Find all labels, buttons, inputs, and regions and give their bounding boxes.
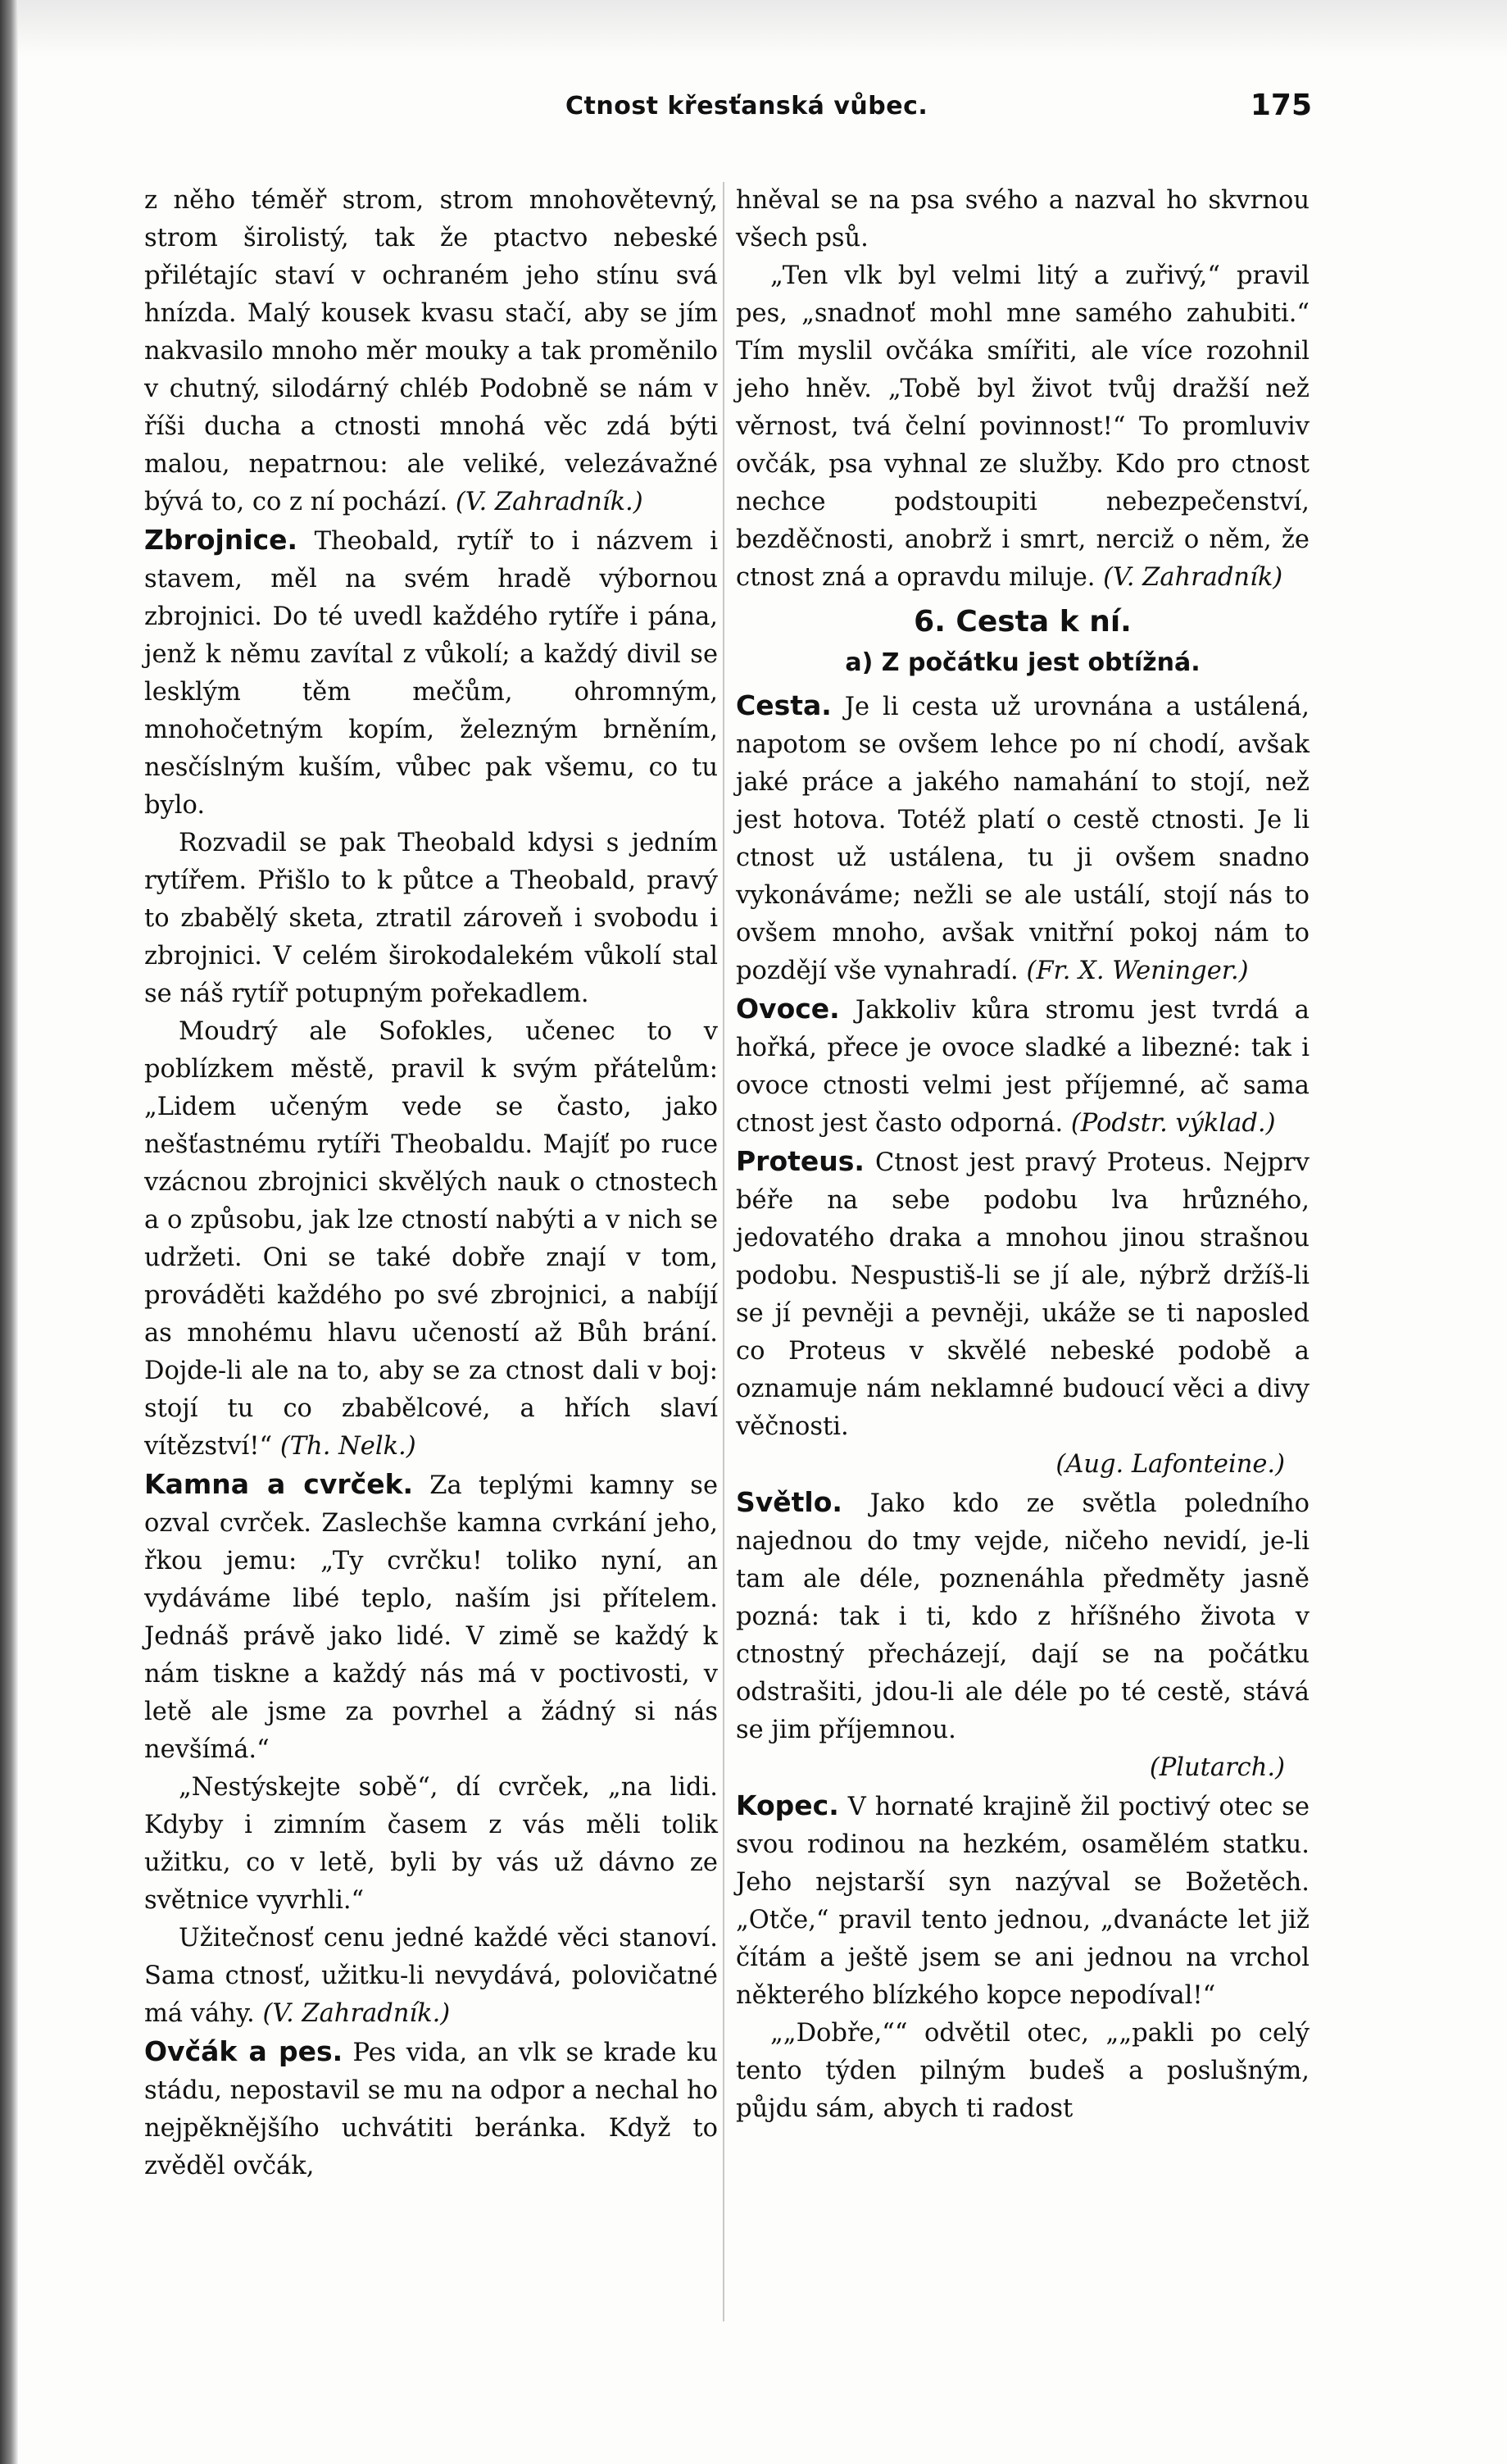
entry-keyword: Ovčák a pes. (144, 2035, 343, 2067)
source-citation: (V. Zahradník.) (262, 1999, 451, 2028)
paragraph: Zbrojnice. Theobald, rytíř to i názvem i stavem, měl na svém hradě výbornou zbrojnici. Do té uvedl každého rytíře i pána, jenž k němu zavítal z vůkolí; a každý divil se lesklým těm mečům, ohromným, mnohočetným kopím, železným brněním, nesčíslným kuším, vůbec pak všemu, co tu bylo. (144, 524, 718, 820)
paragraph: „Ten vlk byl velmi litý a zuřivý,“ pravil pes, „snadnoť mohl mne samého zahubiti.“ Tím myslil ovčáka smířiti, ale více rozohnil jeho hněv. „Tobě byl život tvůj dražší než věrnost, tvá čelní povinnost!“ To promluviv ovčák, psa vyhnal ze služby. Kdo pro ctnost nechce podstoupiti nebezpečenství, bezděčnosti, anobrž i smrt, nerciž o něm, že ctnost zná a opravdu miluje. (V. Zahradník) (736, 261, 1310, 592)
entry-keyword: Zbrojnice. (144, 524, 298, 556)
paragraph: z něho téměř strom, strom mnohovětevný, strom širolistý, tak že ptactvo nebeské přilétajíc staví v ochraném jeho stínu svá hnízda. Malý kousek kvasu stačí, aby se jím nakvasilo mnoho měr mouky a tak proměnilo v chutný, silodárný chléb Podobně se nám v říši ducha a ctnosti mnohá věc zdá býti malou, nepatrnou: ale veliké, velezávažné bývá to, co z ní pochází. (V. Zahradník.) (144, 186, 718, 516)
paragraph: Užitečnosť cenu jedné každé věci stanoví. Sama ctnosť, užitku-li nevydává, polovičatné má váhy. (V. Zahradník.) (144, 1924, 718, 2028)
running-title: Ctnost křesťanská vůbec. (565, 92, 928, 120)
page-number: 175 (1250, 89, 1312, 122)
paragraph: hněval se na psa svého a nazval ho skvrnou všech psů. (736, 186, 1310, 252)
paragraph: Kopec. V hornaté krajině žil poctivý otec se svou rodinou na hezkém, osamělém statku. Jeho nejstarší syn nazýval se Božetěch. „Otče,“ pravil tento jednou, „dvanácte let již čítám a ještě jsem se ani jednou na vrchol některého blízkého kopce nepodíval!“ (736, 1789, 1310, 2010)
entry-keyword: Cesta. (736, 689, 832, 721)
source-citation: (Aug. Lafonteine.) (1055, 1450, 1285, 1479)
source-citation: (Podstr. výklad.) (1070, 1109, 1276, 1138)
scan-shadow-top (0, 0, 1507, 57)
source-citation: (Plutarch.) (1149, 1753, 1285, 1782)
source-citation: (V. Zahradník.) (455, 488, 643, 516)
column-divider (723, 182, 724, 2321)
paragraph: „„Dobře,““ odvětil otec, „„pakli po celý tento týden pilným budeš a poslušným, půjdu sám, abych ti radost (736, 2019, 1310, 2123)
paragraph: Rozvadil se pak Theobald kdysi s jedním rytířem. Přišlo to k půtce a Theobald, pravý to zbabělý sketa, ztratil zároveň i svobodu i zbrojnici. V celém širokodalekém vůkolí stal se náš rytíř potupným pořekadlem. (144, 829, 718, 1008)
entry-keyword: Ovoce. (736, 993, 840, 1025)
source-citation: (V. Zahradník) (1103, 563, 1283, 592)
left-column (144, 182, 718, 2185)
entry-keyword: Kamna a cvrček. (144, 1468, 414, 1500)
entry-keyword: Kopec. (736, 1789, 839, 1821)
paragraph: „Nestýskejte sobě“, dí cvrček, „na lidi. Kdyby i zimním časem z vás měli tolik užitku, co v letě, byli by vás už dávno ze světnice vyvrhli.“ (144, 1773, 718, 1915)
entry-keyword: Světlo. (736, 1486, 842, 1518)
entry-keyword: Proteus. (736, 1145, 865, 1177)
source-citation: (Fr. X. Weninger.) (1026, 957, 1249, 985)
paragraph: Kamna a cvrček. Za teplými kamny se ozval cvrček. Zaslechše kamna cvrkání jeho, řkou jemu: „Ty cvrčku! toliko nyní, an vydáváme libé teplo, naším jsi přítelem. Jednáš právě jako lidé. V zimě se každý k nám tiskne a každý nás má v poctivosti, v letě ale jsme za povrhel a žádný si nás nevšímá.“ (144, 1468, 718, 1764)
scan-binding-edge (0, 0, 18, 2464)
sub-heading: a) Z počátku jest obtížná. (845, 648, 1201, 677)
paragraph: Ovoce. Jakkoliv kůra stromu jest tvrdá a hořká, přece je ovoce sladké a libezné: tak i ovoce ctnosti velmi jest příjemné, ač sama ctnost jest často odporná. (Podstr. výklad.) (736, 993, 1310, 1138)
paragraph: Cesta. Je li cesta už urovnána a ustálená, napotom se ovšem lehce po ní chodí, avšak jaké práce a jakého namahání to stojí, než jest hotova. Totéž platí o cestě ctnosti. Je li ctnost už ustálena, tu ji ovšem snadno vykonáváme; nežli se ale ustálí, stojí nás to ovšem mnoho, avšak vnitřní pokoj nám to pozdějí vše vynahradí. (Fr. X. Weninger.) (736, 689, 1310, 985)
paragraph: Moudrý ale Sofokles, učenec to v poblízkem městě, pravil k svým přátelům: „Lidem učeným vede se často, jako nešťastnému rytíři Theobaldu. Majíť po ruce vzácnou zbrojnici skvělých nauk o ctnostech a o způsobu, jak lze ctností nabýti a v nich se udržeti. Oni se také dobře znají v tom, prováděti každého po své zbrojnici, a nabíjí as mnohému hlavu učeností až Bůh brání. Dojde-li ale na to, aby se za ctnost dali v boj: stojí tu co zbabělcové, a hřích slaví vítězství!“ (Th. Nelk.) (144, 1017, 718, 1461)
paragraph: Světlo. Jako kdo ze světla poledního najednou do tmy vejde, ničeho nevidí, je-li tam ale déle, poznenáhla předměty jasně pozná: tak i ti, kdo z hříšného života v ctnostný přecházejí, dají se na počátku odstrašiti, jdou-li ale déle po té cestě, stává se jim příjemnou. (736, 1486, 1310, 1744)
section-heading: 6. Cesta k ní. (914, 605, 1132, 639)
page-header (0, 89, 1507, 133)
right-column (736, 182, 1310, 2128)
paragraph: Proteus. Ctnost jest pravý Proteus. Nejprv béře na sebe podobu lva hrůzného, jedovatého draka a mnohou jinou strašnou podobu. Nespustiš-li se jí ale, nýbrž držíš-li se jí pevněji a pevněji, ukáže se ti naposled co Proteus v skvělé nebeské podobě a oznamuje nám neklamné budoucí věci a divy věčnosti. (736, 1145, 1310, 1441)
paragraph: Ovčák a pes. Pes vida, an vlk se krade ku stádu, nepostavil se mu na odpor a nechal ho nejpěknějšího uchvátiti beránka. Když to zvěděl ovčák, (144, 2035, 718, 2180)
source-citation: (Th. Nelk.) (279, 1432, 416, 1461)
